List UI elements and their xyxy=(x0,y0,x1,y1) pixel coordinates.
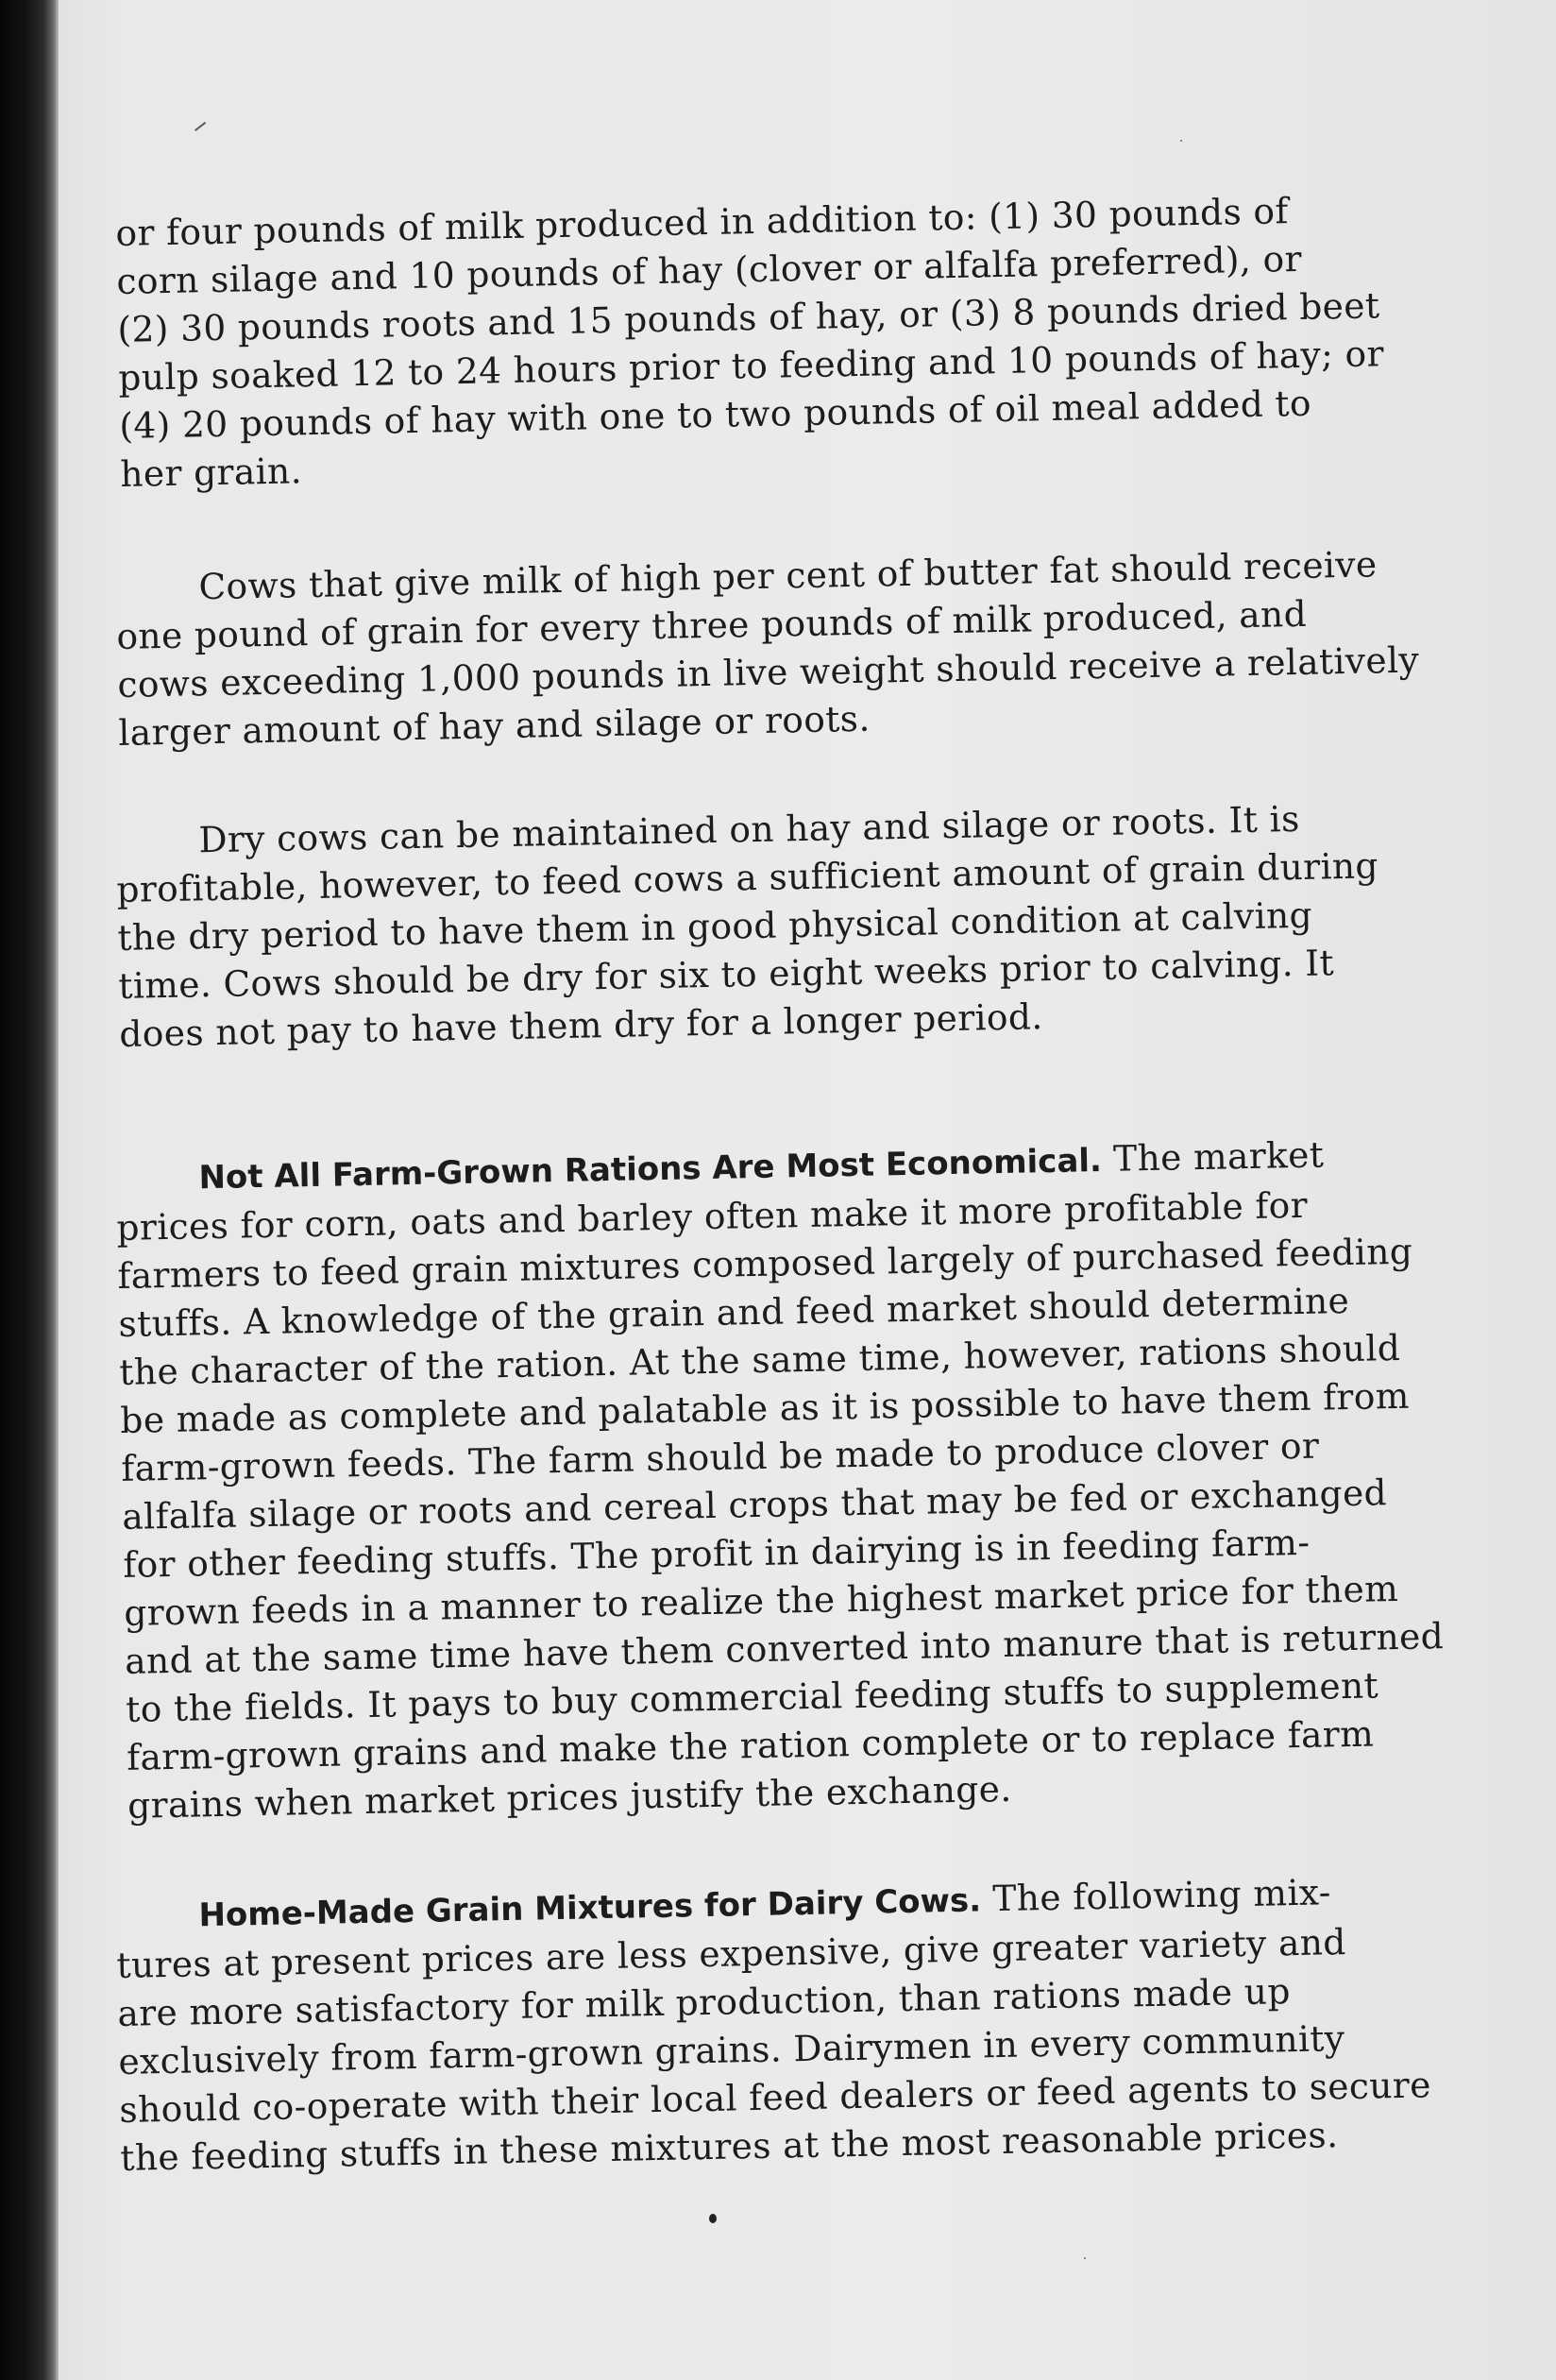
text-line: and at the same time have them converted into manure that is returned xyxy=(124,1615,1445,1682)
text-line: stuffs. A knowledge of the grain and feed market should determine xyxy=(118,1279,1350,1345)
text-line: the dry period to have them in good physical condition at calving xyxy=(117,893,1313,959)
text-line: alfalfa silage or roots and cereal crops that may be fed or exchanged xyxy=(121,1471,1388,1538)
text-line: (2) 30 pounds roots and 15 pounds of hay, or (3) 8 pounds dried beet xyxy=(117,284,1380,350)
text-line: her grain. xyxy=(119,450,303,495)
text-run: The market xyxy=(1101,1133,1325,1180)
text-line: the feeding stuffs in these mixtures at the most reasonable prices. xyxy=(119,2114,1339,2179)
text-line: be made as complete and palatable as it is possible to have them from xyxy=(119,1374,1411,1441)
paper-speck xyxy=(1180,140,1182,142)
paragraph-butter-fat xyxy=(115,540,1420,757)
text-line: or four pounds of milk produced in addition to: (1) 30 pounds of xyxy=(115,190,1290,254)
text-line: corn silage and 10 pounds of hay (clover or alfalfa preferred), or xyxy=(116,237,1303,302)
text-line: to the fields. It pays to buy commercial feeding stuffs to supplement xyxy=(125,1664,1379,1730)
section-heading: Home-Made Grain Mixtures for Dairy Cows. xyxy=(198,1881,982,1935)
page-mark-dot xyxy=(709,2214,717,2223)
text-line: Cows that give milk of high per cent of butter fat should receive xyxy=(198,543,1378,608)
paper-speck xyxy=(1084,2257,1086,2259)
text-line: prices for corn, oats and barley often make it more profitable for xyxy=(116,1183,1309,1249)
text-line: farmers to feed grain mixtures composed largely of purchased feeding xyxy=(117,1230,1413,1297)
text-line: time. Cows should be dry for six to eight weeks prior to calving. It xyxy=(117,942,1335,1007)
text-line: the character of the ration. At the same time, however, rations should xyxy=(119,1326,1401,1393)
text-line: grains when market prices justify the exchange. xyxy=(127,1767,1012,1827)
text-line: farm-grown grains and make the ration complete or to replace farm xyxy=(126,1712,1375,1778)
text-line: grown feeds in a manner to realize the highest market price for them xyxy=(123,1567,1399,1634)
text-line: one pound of grain for every three pounds of milk produced, and xyxy=(116,592,1308,657)
text-line: profitable, however, to feed cows a sufficient amount of grain during xyxy=(116,844,1379,910)
pencil-mark xyxy=(194,122,206,131)
paragraph-home-made-mixtures xyxy=(115,1867,1432,2183)
text-line: farm-grown feeds. The farm should be made to produce clover or xyxy=(120,1424,1320,1489)
text-line: Dry cows can be maintained on hay and silage or roots. It is xyxy=(198,797,1301,861)
text-line: pulp soaked 12 to 24 hours prior to feeding and 10 pounds of hay; or xyxy=(117,332,1385,399)
text-line: should co-operate with their local feed dealers or feed agents to secure xyxy=(119,2064,1432,2131)
text-line: larger amount of hay and silage or roots. xyxy=(117,697,871,754)
paragraph-farm-grown-rations xyxy=(115,1130,1445,1830)
section-heading: Not All Farm-Grown Rations Are Most Economical. xyxy=(198,1141,1103,1198)
paragraph-feeding-alternatives xyxy=(115,185,1395,499)
text-line: (4) 20 pounds of hay with one to two pounds of oil meal added to xyxy=(118,382,1312,447)
book-binding-shadow xyxy=(0,0,59,2380)
text-line: does not pay to have them dry for a longer period. xyxy=(118,995,1044,1055)
text-line: exclusively from farm-grown grains. Dairymen in every community xyxy=(118,2017,1345,2082)
text-line: cows exceeding 1,000 pounds in live weight should receive a relatively xyxy=(117,638,1420,706)
paragraph-dry-cows xyxy=(115,793,1395,1059)
text-line: for other feeding stuffs. The profit in dairying is in feeding farm- xyxy=(122,1521,1311,1586)
text-run: The following mix- xyxy=(980,1871,1332,1920)
text-line: are more satisfactory for milk production, than rations made up xyxy=(117,1970,1292,2034)
text-line: tures at present prices are less expensive, give greater variety and xyxy=(116,1920,1347,1986)
